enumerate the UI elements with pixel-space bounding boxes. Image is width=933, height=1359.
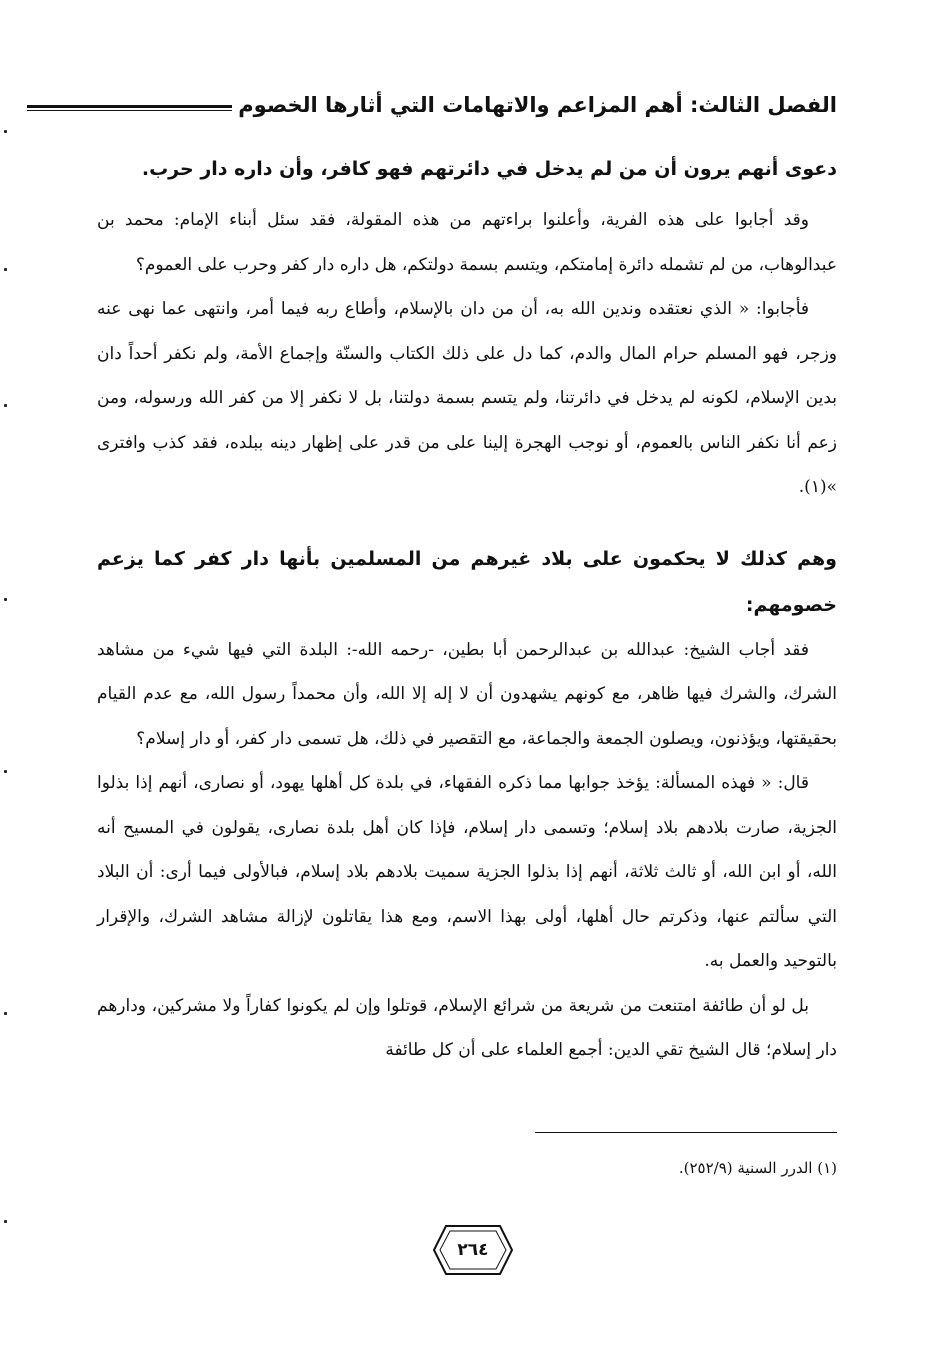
scan-mark: [4, 130, 7, 133]
scan-mark: [4, 404, 7, 407]
header-rule: [27, 105, 232, 111]
scan-mark: [4, 1012, 7, 1015]
scan-mark: [4, 598, 7, 601]
chapter-title: الفصل الثالث: أهم المزاعم والاتهامات التي أثارها الخصوم: [238, 93, 837, 117]
paragraph: قال: « فهذه المسألة: يؤخذ جوابها مما ذكره الفقهاء، في بلدة كل أهلها يهود، أو نصارى، أنهم إذا بذلوا الجزية، صارت بلادهم بلاد إسلام؛ وتسمى دار إسلام، فإذا كان أهل بلدة نصارى، يقولون في المسيح أنه الله، أو ابن الله، أو ثالث ثلاثة، أنهم إذا بذلوا الجزية سميت بلادهم بلاد إسلام، فبالأولى فيما أرى: أن البلاد التي سألتم عنها، وذكرتم حال أهلها، أولى بهذا الاسم، ومع هذا يقاتلون لإزالة مشاهد الشرك، والإقرار بالتوحيد والعمل به.: [97, 773, 837, 971]
page-number: [432, 1222, 514, 1278]
paragraph: فقد أجاب الشيخ: عبدالله بن عبدالرحمن أبا بطين، -رحمه الله-: البلدة التي فيها شيء من مشاهد الشرك، والشرك فيها ظاهر، مع كونهم يشهدون أن لا إله إلا الله، وأن محمداً رسول الله، مع عدم القيام بحقيقتها، ويؤذنون، ويصلون الجمعة والجماعة، مع التقصير في ذلك، هل تسمى دار كفر، أو دار إسلام؟: [97, 639, 837, 749]
scan-mark: [4, 268, 7, 271]
paragraph: فأجابوا: « الذي نعتقده وندين الله به، أن من دان بالإسلام، وأطاع ربه فيما أمر، وانتهى عما نهى عنه وزجر، فهو المسلم حرام المال والدم، كما دل على ذلك الكتاب والسنّة وإجماع الأمة، ولم نكفر أحداً دان بدين الإسلام، لكونه لم يدخل في دائرتنا، ولم يتسم بسمة دولتنا، بل لا نكفر إلا من كفر الله ورسوله، ومن زعم أنا نكفر الناس بالعموم، أو نوجب الهجرة إلينا على من قدر على إظهار دينه ببلده، فقد كذب وافترى »(١).: [97, 299, 837, 497]
paragraph: بل لو أن طائفة امتنعت من شريعة من شرائع الإسلام، قوتلوا وإن لم يكونوا كفاراً ولا مشركين، ودارهم دار إسلام؛ قال الشيخ تقي الدين: أجمع العلماء على أن كل طائفة: [97, 995, 837, 1060]
scan-mark: [4, 1220, 7, 1223]
scan-mark: [4, 770, 7, 773]
section-heading: وهم كذلك لا يحكمون على بلاد غيرهم من المسلمين بأنها دار كفر كما يزعم خصومهم:: [97, 547, 837, 616]
section-heading: دعوى أنهم يرون أن من لم يدخل في دائرتهم فهو كافر، وأن داره دار حرب.: [141, 158, 837, 180]
main-text: [97, 146, 837, 1073]
footnote: (١) الدرر السنية (٢٥٢/٩).: [678, 1159, 837, 1177]
running-head: [97, 78, 837, 116]
footnote-separator: [535, 1132, 837, 1133]
page-number-text: ٢٦٤: [457, 1240, 489, 1260]
paragraph: وقد أجابوا على هذه الفرية، وأعلنوا براءتهم من هذه المقولة، فقد سئل أبناء الإمام: محمد بن عبدالوهاب، من لم تشمله دائرة إمامتكم، ويتسم بسمة دولتكم، هل داره دار كفر وحرب على العموم؟: [97, 210, 837, 275]
